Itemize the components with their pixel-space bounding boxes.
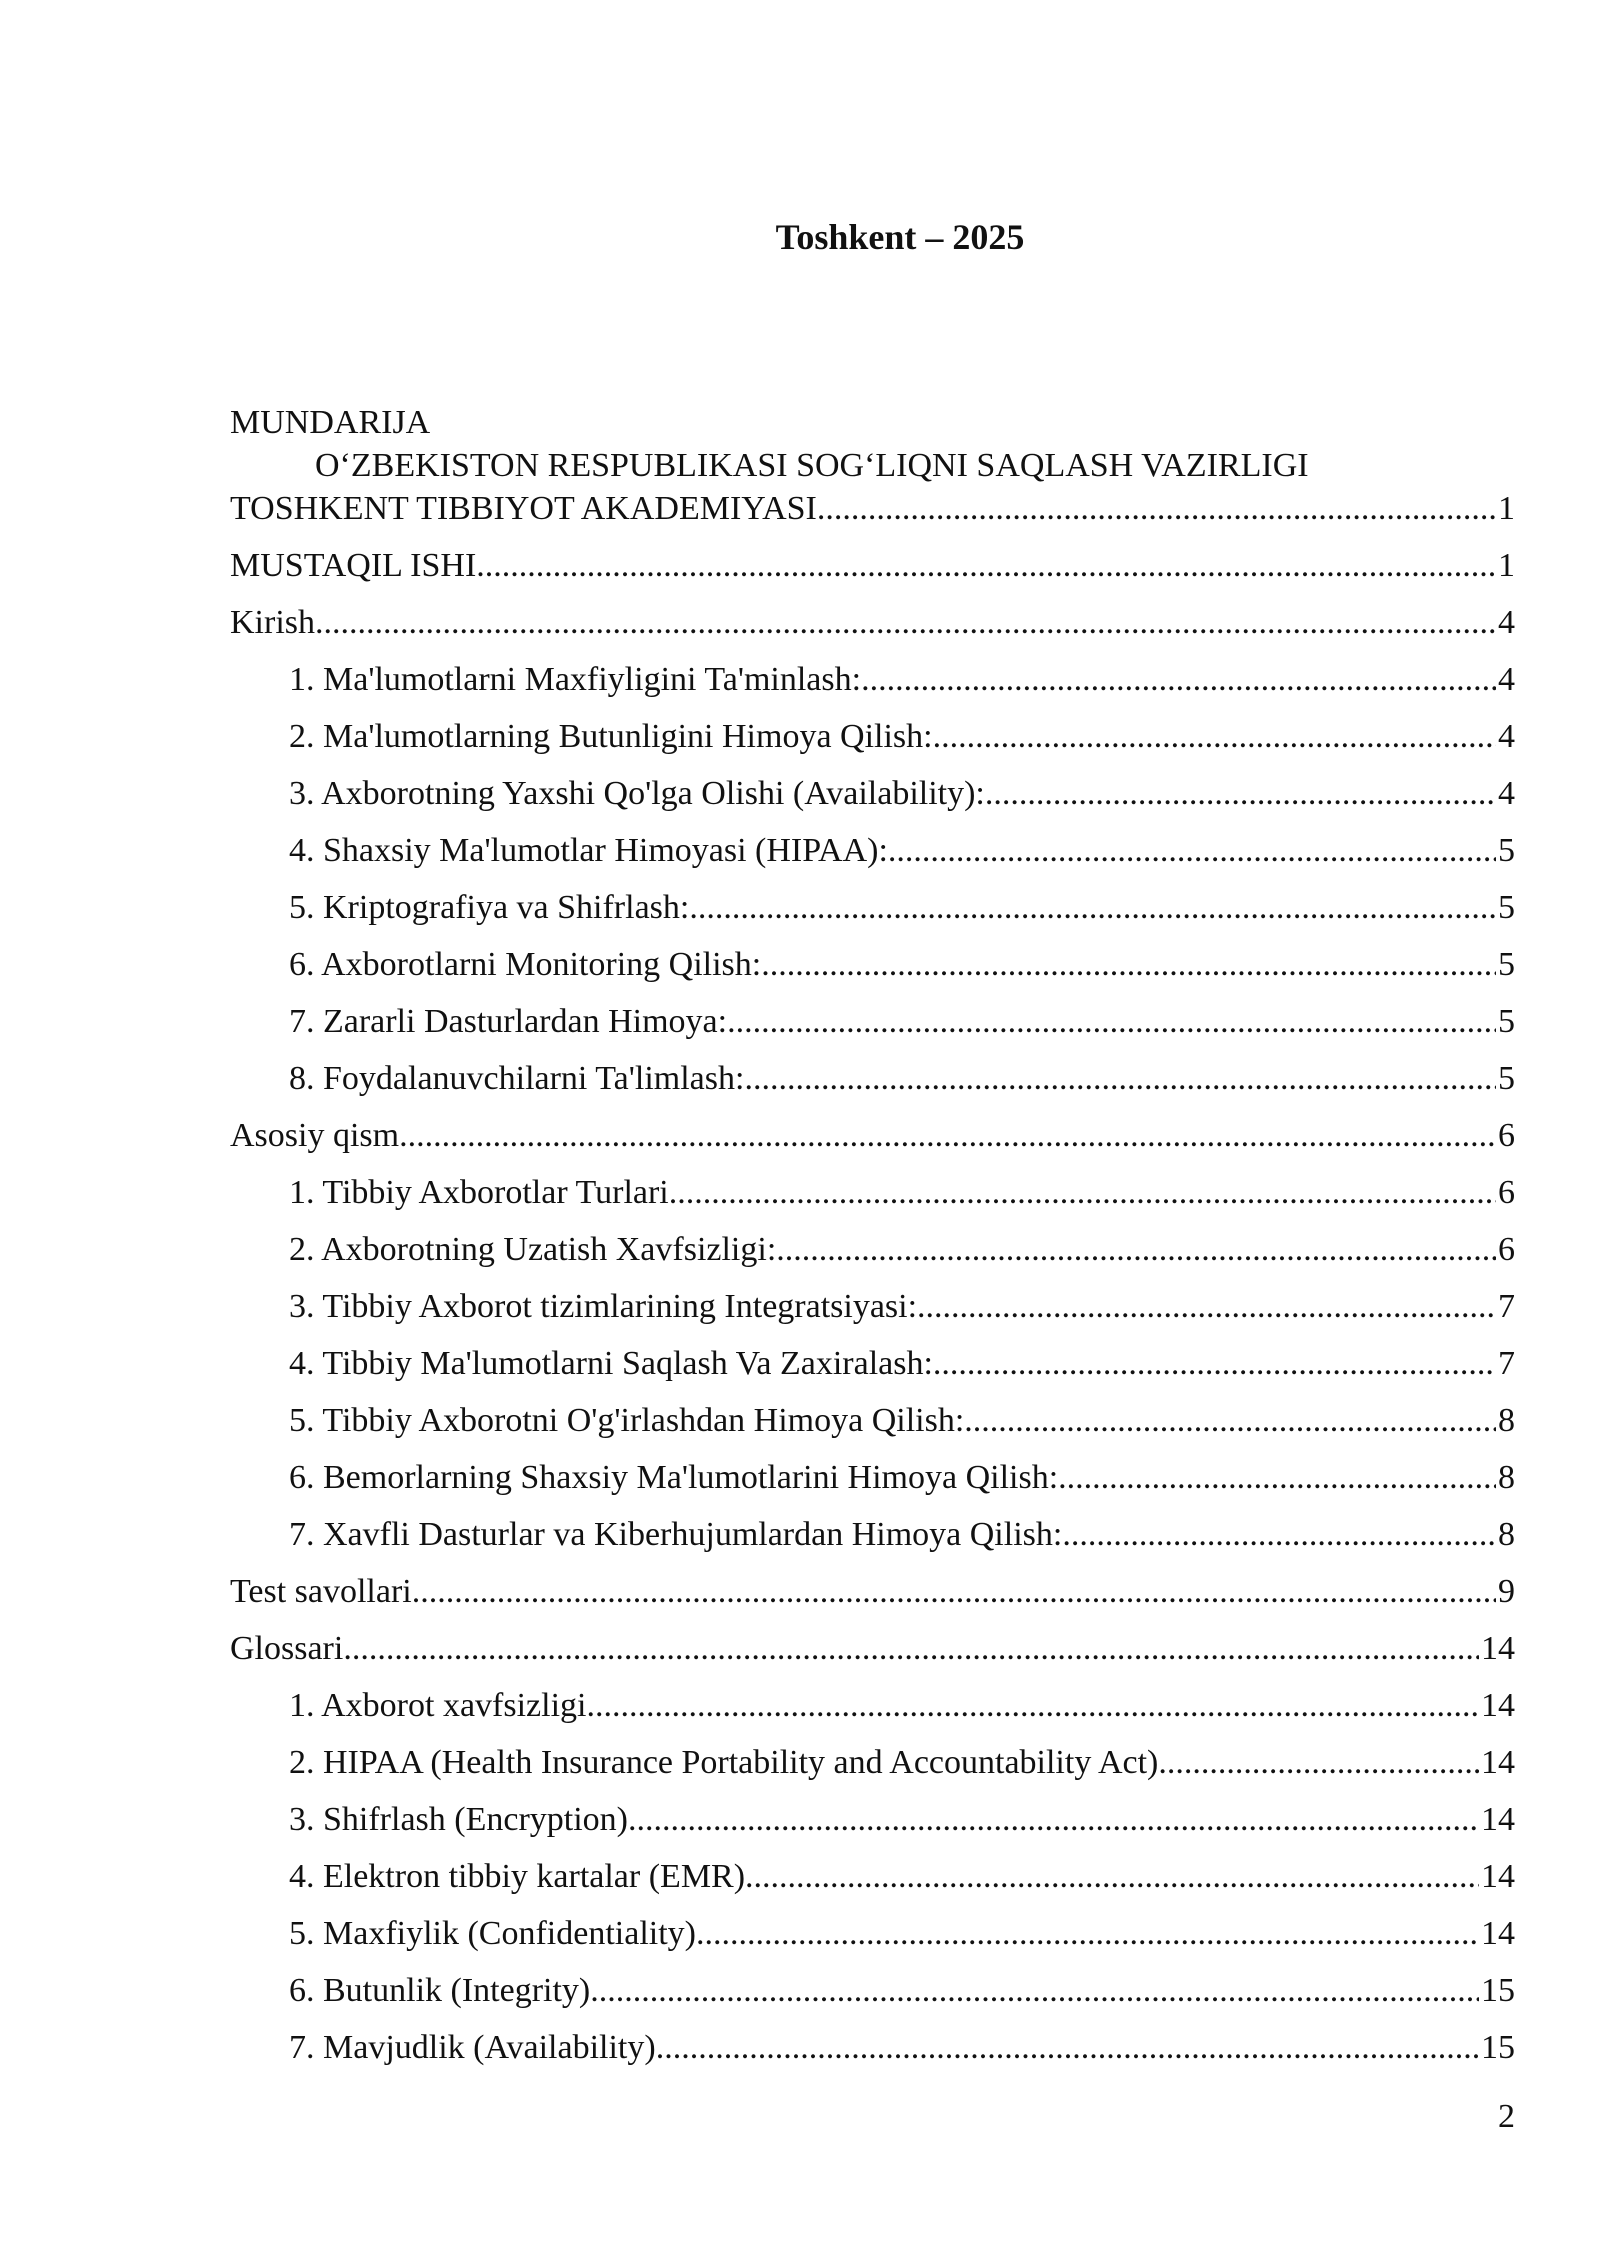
toc-entry-kirish-6[interactable] — [230, 943, 1515, 1000]
toc-entry-label: 6. Bemorlarning Shaxsiy Ma'lumotlarini Himoya Qilish: — [289, 1459, 1059, 1496]
dot-leader — [745, 1855, 1479, 1898]
toc-entry-label: 5. Maxfiylik (Confidentiality) — [289, 1915, 696, 1952]
toc-entry-label: Asosiy qism — [230, 1117, 400, 1154]
toc-entry-label: Test savollari — [230, 1573, 412, 1610]
toc-entry-glossari-1[interactable] — [230, 1684, 1515, 1741]
toc-entry-label: 8. Foydalanuvchilarni Ta'limlash: — [289, 1060, 745, 1097]
toc-entry-kirish-3[interactable] — [230, 772, 1515, 829]
toc-entry-page: 6 — [1498, 1117, 1515, 1154]
toc-entry-academy[interactable] — [230, 487, 1515, 530]
toc-entry-label: 7. Zararli Dasturlardan Himoya: — [289, 1003, 728, 1040]
toc-entry-label: MUSTAQIL ISHI — [230, 547, 477, 584]
toc-entry-page: 5 — [1498, 1003, 1515, 1040]
toc-entry-page: 14 — [1481, 1687, 1515, 1724]
toc-entry-label: 5. Tibbiy Axborotni O'g'irlashdan Himoya Qilish: — [289, 1402, 965, 1439]
toc-entry-label: 7. Mavjudlik (Availability) — [289, 2029, 656, 2066]
toc-entry-kirish-7[interactable] — [230, 1000, 1515, 1057]
toc-entry-kirish-4[interactable] — [230, 829, 1515, 886]
toc-entry-asosiy-3[interactable] — [230, 1285, 1515, 1342]
toc-entry-glossari-3[interactable] — [230, 1798, 1515, 1855]
toc-entry-page: 7 — [1498, 1288, 1515, 1325]
toc-entry-label: 2. HIPAA (Health Insurance Portability and Accountability Act) — [289, 1744, 1159, 1781]
toc-entry-asosiy-7[interactable] — [230, 1513, 1515, 1570]
toc-entry-page: 14 — [1481, 1915, 1515, 1952]
dot-leader — [412, 1570, 1496, 1613]
toc-entry-page: 7 — [1498, 1345, 1515, 1382]
dot-leader — [1158, 1741, 1479, 1784]
toc-entry-kirish-5[interactable] — [230, 886, 1515, 943]
toc-entry-label: 2. Ma'lumotlarning Butunligini Himoya Qilish: — [289, 718, 933, 755]
toc-entry-page: 1 — [1498, 490, 1515, 527]
toc-entry-asosiy-2[interactable] — [230, 1228, 1515, 1285]
table-of-contents — [230, 401, 1515, 2083]
toc-entry-label: 3. Shifrlash (Encryption) — [289, 1801, 628, 1838]
toc-entry-page: 1 — [1498, 547, 1515, 584]
dot-leader — [761, 943, 1496, 986]
toc-heading: MUNDARIJA — [230, 404, 431, 441]
toc-entry-kirish[interactable] — [230, 601, 1515, 658]
toc-entry-asosiy-5[interactable] — [230, 1399, 1515, 1456]
toc-entry-asosiy-1[interactable] — [230, 1171, 1515, 1228]
dot-leader — [861, 658, 1496, 701]
toc-entry-page: 14 — [1481, 1744, 1515, 1781]
toc-entry-glossari-5[interactable] — [230, 1912, 1515, 1969]
toc-entry-page: 4 — [1498, 604, 1515, 641]
toc-entry-page: 6 — [1498, 1174, 1515, 1211]
toc-entry-page: 8 — [1498, 1516, 1515, 1553]
dot-leader — [917, 1285, 1496, 1328]
toc-entry-label: 6. Axborotlarni Monitoring Qilish: — [289, 946, 762, 983]
toc-entry-kirish-1[interactable] — [230, 658, 1515, 715]
toc-entry-glossari-6[interactable] — [230, 1969, 1515, 2026]
dot-leader — [315, 601, 1496, 644]
dot-leader — [888, 829, 1496, 872]
toc-entry-page: 8 — [1498, 1402, 1515, 1439]
toc-entry-label: 1. Axborot xavfsizligi — [289, 1687, 587, 1724]
dot-leader — [776, 1228, 1496, 1271]
dot-leader — [628, 1798, 1479, 1841]
dot-leader — [476, 544, 1496, 587]
dot-leader — [985, 772, 1496, 815]
toc-entry-label: 3. Tibbiy Axborot tizimlarining Integratsiyasi: — [289, 1288, 918, 1325]
toc-entry-page: 6 — [1498, 1231, 1515, 1268]
ministry-line: O‘ZBEKISTON RESPUBLIKASI SOG‘LIQNI SAQLASH VAZIRLIGI — [315, 447, 1309, 484]
toc-entry-label: 4. Tibbiy Ma'lumotlarni Saqlash Va Zaxiralash: — [289, 1345, 933, 1382]
dot-leader — [399, 1114, 1496, 1157]
dot-leader — [586, 1684, 1479, 1727]
toc-entry-page: 5 — [1498, 889, 1515, 926]
dot-leader — [590, 1969, 1479, 2012]
toc-entry-page: 5 — [1498, 946, 1515, 983]
toc-entry-page: 9 — [1498, 1573, 1515, 1610]
toc-entry-page: 5 — [1498, 832, 1515, 869]
page-number: 2 — [1498, 2098, 1515, 2135]
toc-entry-page: 4 — [1498, 718, 1515, 755]
toc-entry-page: 4 — [1498, 661, 1515, 698]
dot-leader — [669, 1171, 1496, 1214]
toc-entry-label: 4. Elektron tibbiy kartalar (EMR) — [289, 1858, 746, 1895]
dot-leader — [933, 715, 1496, 758]
dot-leader — [1062, 1513, 1496, 1556]
toc-entry-glossari-2[interactable] — [230, 1741, 1515, 1798]
toc-entry-asosiy-4[interactable] — [230, 1342, 1515, 1399]
toc-entry-glossari[interactable] — [230, 1627, 1515, 1684]
toc-entry-label: Kirish — [230, 604, 315, 641]
toc-entry-label: 5. Kriptografiya va Shifrlash: — [289, 889, 690, 926]
toc-entry-label: 7. Xavfli Dasturlar va Kiberhujumlardan Himoya Qilish: — [289, 1516, 1063, 1553]
toc-entry-page: 15 — [1481, 1972, 1515, 2009]
dot-leader — [343, 1627, 1479, 1670]
dot-leader — [656, 2026, 1479, 2069]
dot-leader — [689, 886, 1496, 929]
toc-entry-label: 2. Axborotning Uzatish Xavfsizligi: — [289, 1231, 777, 1268]
toc-entry-page: 14 — [1481, 1858, 1515, 1895]
dot-leader — [696, 1912, 1479, 1955]
toc-entry-page: 14 — [1481, 1630, 1515, 1667]
toc-entry-test-savollari[interactable] — [230, 1570, 1515, 1627]
toc-entry-asosiy-qism[interactable] — [230, 1114, 1515, 1171]
toc-entry-label: 4. Shaxsiy Ma'lumotlar Himoyasi (HIPAA): — [289, 832, 888, 869]
dot-leader — [727, 1000, 1496, 1043]
page-title: Toshkent – 2025 — [775, 217, 1025, 257]
toc-entry-kirish-2[interactable] — [230, 715, 1515, 772]
toc-entry-kirish-8[interactable] — [230, 1057, 1515, 1114]
toc-entry-label: TOSHKENT TIBBIYOT AKADEMIYASI — [230, 490, 817, 527]
toc-entry-page: 8 — [1498, 1459, 1515, 1496]
toc-entry-label: 6. Butunlik (Integrity) — [289, 1972, 591, 2009]
toc-entry-label: 1. Ma'lumotlarni Maxfiyligini Ta'minlash: — [289, 661, 862, 698]
toc-entry-glossari-7[interactable] — [230, 2026, 1515, 2083]
dot-leader — [1058, 1456, 1496, 1499]
toc-entry-asosiy-6[interactable] — [230, 1456, 1515, 1513]
dot-leader — [817, 487, 1496, 530]
dot-leader — [933, 1342, 1496, 1385]
toc-entry-page: 14 — [1481, 1801, 1515, 1838]
toc-entry-label: 3. Axborotning Yaxshi Qo'lga Olishi (Availability): — [289, 775, 985, 812]
dot-leader — [964, 1399, 1496, 1442]
toc-entry-page: 4 — [1498, 775, 1515, 812]
toc-entry-page: 15 — [1481, 2029, 1515, 2066]
toc-entry-mustaqil-ishi[interactable] — [230, 544, 1515, 601]
toc-entry-page: 5 — [1498, 1060, 1515, 1097]
toc-entry-label: Glossari — [230, 1630, 344, 1667]
dot-leader — [744, 1057, 1496, 1100]
toc-entry-label: 1. Tibbiy Axborotlar Turlari — [289, 1174, 669, 1211]
toc-entry-glossari-4[interactable] — [230, 1855, 1515, 1912]
